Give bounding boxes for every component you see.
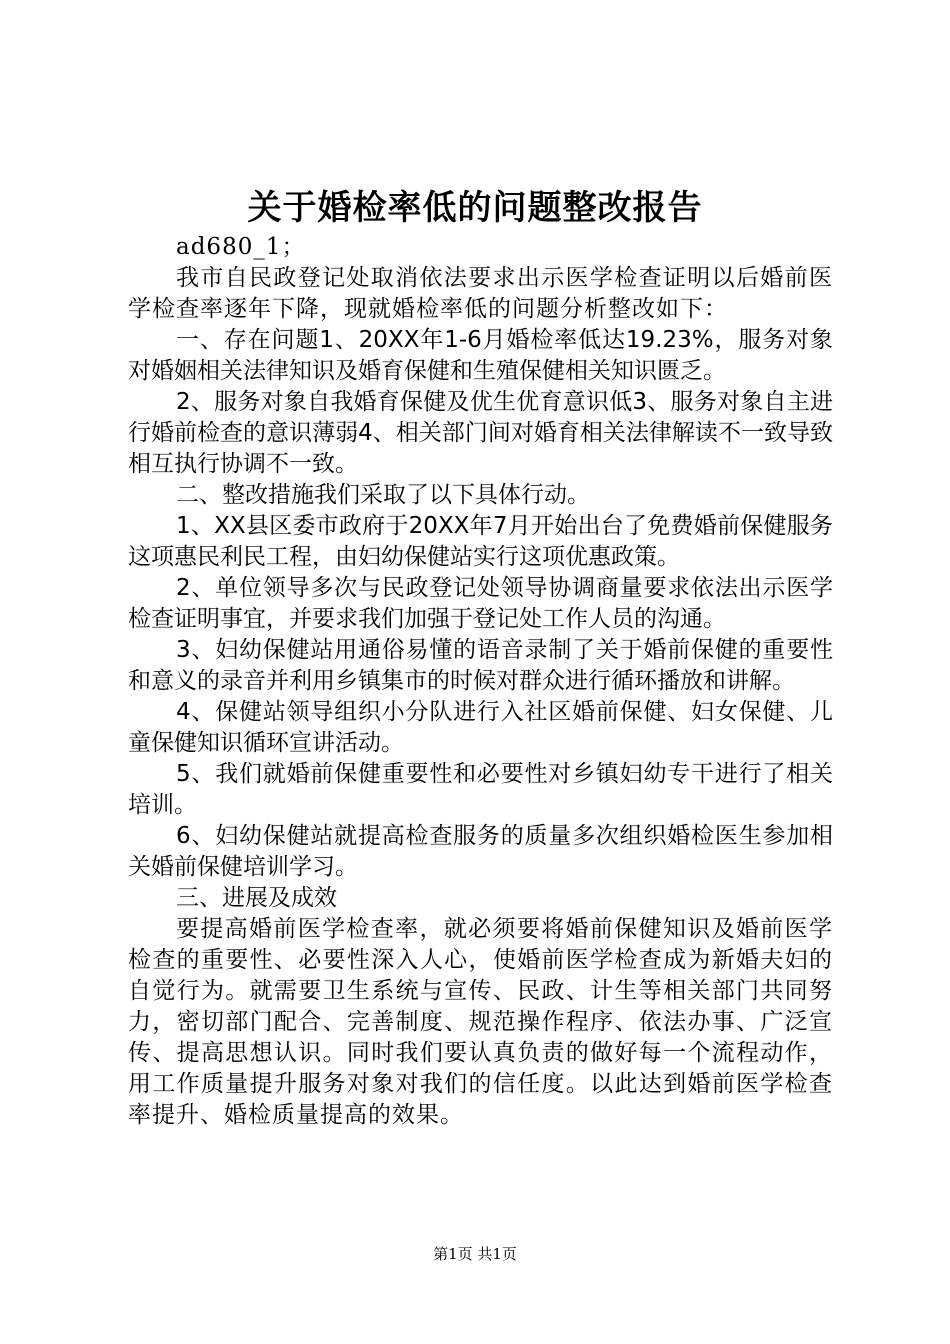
paragraph-doc-id: ad680_1；	[176, 234, 306, 260]
paragraph-measure-6: 6、妇幼保健站就提高检查服务的质量多次组织婚检医生参加相关婚前保健培训学习。	[128, 823, 833, 880]
document-body	[128, 232, 833, 1131]
paragraph-conclusion: 要提高婚前医学检查率，就必须要将婚前保健知识及婚前医学检查的重要性、必要性深入人心，使婚前医学检查成为新婚夫妇的自觉行为。就需要卫生系统与宣传、民政、计生等相关部门共同努力，密切部门配合、完善制度、规范操作程序、依法办事、广泛宣传、提高思想认识。同时我们要认真负责的做好每一个流程动作，用工作质量提升服务对象对我们的信任度。以此达到婚前医学检查率提升、婚检质量提高的效果。	[128, 916, 833, 1128]
paragraph-measures-heading: 二、整改措施我们采取了以下具体行动。	[176, 482, 590, 508]
document-title: 关于婚检率低的问题整改报告	[247, 188, 703, 228]
paragraph-intro: 我市自民政登记处取消依法要求出示医学检查证明以后婚前医学检查率逐年下降，现就婚检率低的问题分析整改如下：	[128, 265, 833, 322]
page-footer: 第1页 共1页	[433, 1245, 517, 1263]
paragraph-measure-5: 5、我们就婚前保健重要性和必要性对乡镇妇幼专干进行了相关培训。	[128, 761, 833, 818]
paragraph-problems: 一、存在问题1、20XX年1-6月婚检率低达19.23%，服务对象对婚姻相关法律知识及婚育保健和生殖保健相关知识匮乏。	[128, 327, 833, 384]
paragraph-measure-2: 2、单位领导多次与民政登记处领导协调商量要求依法出示医学检查证明事宜，并要求我们加强于登记处工作人员的沟通。	[128, 575, 833, 632]
paragraph-progress-heading: 三、进展及成效	[176, 885, 337, 911]
paragraph-measure-1: 1、XX县区委市政府于20XX年7月开始出台了免费婚前保健服务这项惠民利民工程，由妇幼保健站实行这项优惠政策。	[128, 513, 833, 570]
paragraph-measure-4: 4、保健站领导组织小分队进行入社区婚前保健、妇女保健、儿童保健知识循环宣讲活动。	[128, 699, 833, 756]
paragraph-problems-2: 2、服务对象自我婚育保健及优生优育意识低3、服务对象自主进行婚前检查的意识薄弱4、相关部门间对婚育相关法律解读不一致导致相互执行协调不一致。	[128, 389, 833, 477]
paragraph-measure-3: 3、妇幼保健站用通俗易懂的语音录制了关于婚前保健的重要性和意义的录音并利用乡镇集市的时候对群众进行循环播放和讲解。	[128, 637, 833, 694]
